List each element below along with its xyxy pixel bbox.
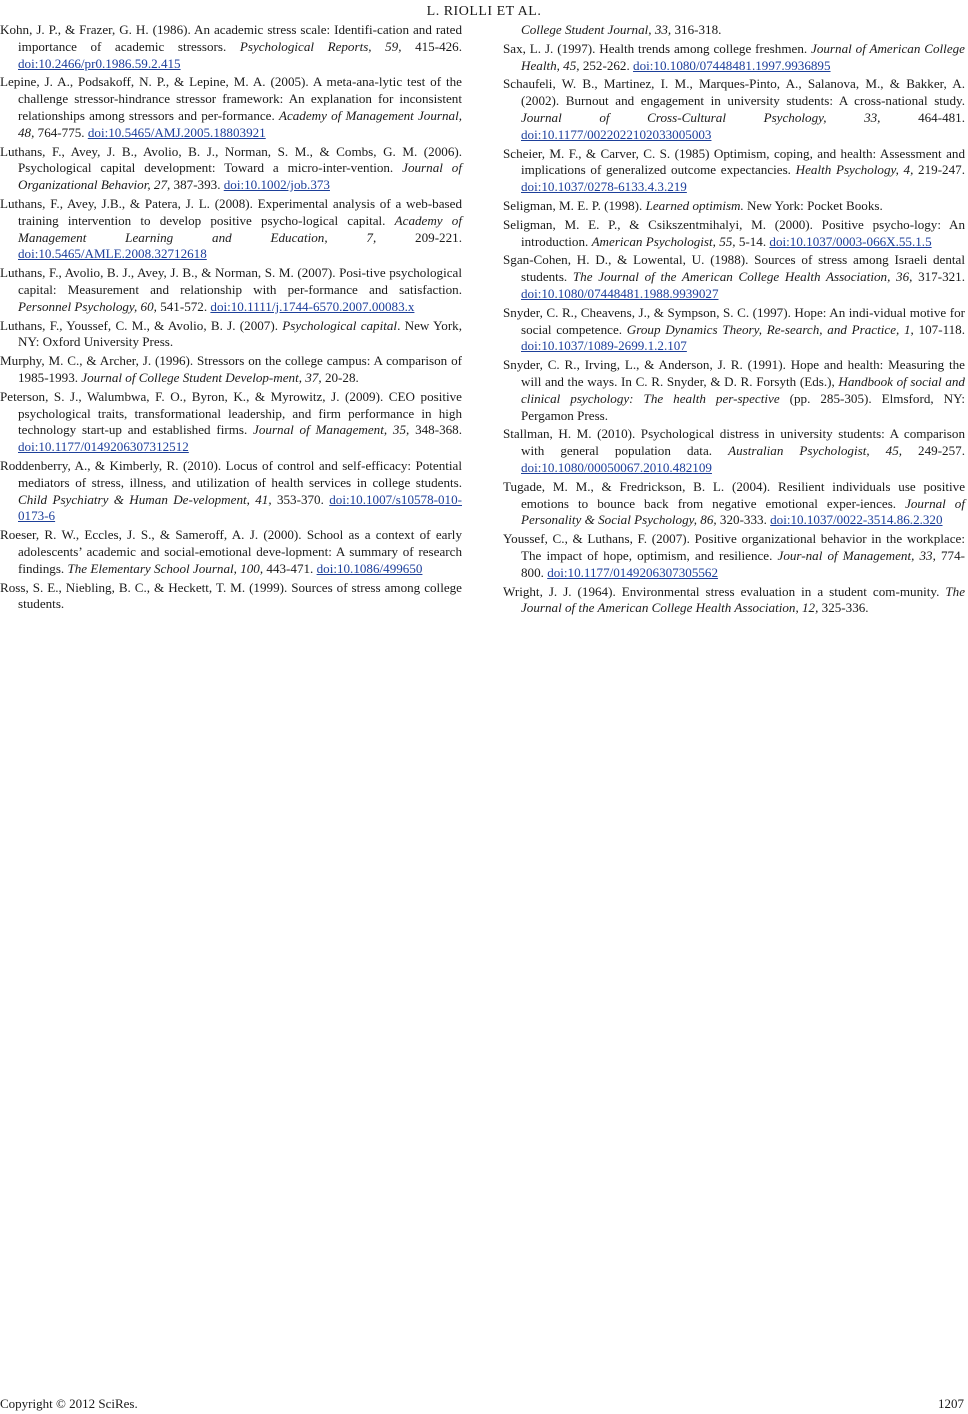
reference-authors-title: Tugade, M. M., & Fredrickson, B. L. (2004). Resilient individuals use positive emotions to bounce back from negative emotional exper-iences. [503,478,965,511]
reference-authors-title: Snyder, C. R., Irving, L., & Anderson, J. R. (1991). Hope and health: Measuring the will and the ways. In C. R. Snyder, & D. R. Forsyth (Eds.), [503,357,965,389]
reference-authors-title: Scheier, M. F., & Carver, C. S. (1985) Optimism, coping, and health: Assessment and implications of generalized outcome expectancies. [503,145,965,178]
reference-pages: 353-370. [271,491,330,507]
page-number: 1207 [938,1396,964,1411]
reference-pages: New York: Pocket Books. [743,197,883,213]
reference-entry [503,357,965,424]
reference-pages: 464-481. [880,109,965,125]
reference-pages: 252-262. [579,57,634,73]
reference-authors-title: Sax, L. J. (1997). Health trends among college freshmen. [503,40,812,56]
reference-entry [0,527,462,577]
reference-journal: Academy of Management Journal, 48, [18,107,463,140]
doi-link[interactable]: doi:10.1177/0022022102033005003 [521,126,712,142]
reference-journal: Learned optimism. [645,197,744,213]
reference-pages: 415-426. [401,38,462,54]
reference-journal: Journal of American College Health, 45, [521,40,965,73]
reference-journal: The Journal of the American College Health Association, 12, [521,583,965,616]
reference-journal: Jour-nal of Management, 33, [777,547,936,563]
doi-link[interactable]: doi:10.1177/0149206307312512 [18,439,189,455]
reference-journal: College Student Journal, 33, [521,22,672,37]
reference-journal: Journal of Management, 35, [253,422,410,438]
doi-link[interactable]: doi:10.1177/0149206307305562 [547,564,719,580]
reference-authors-title: Luthans, F., Youssef, C. M., & Avolio, B. J. (2007). [0,317,283,333]
doi-link[interactable]: doi:10.1111/j.1744-6570.2007.00083.x [210,298,415,314]
reference-entry [503,252,965,302]
reference-authors-title: Roddenberry, A., & Kimberly, R. (2010). Locus of control and self-efficacy: Potential mediators of stress, illness, and utilization of health services in college students. [0,457,462,490]
reference-column-left [0,22,462,615]
reference-authors-title: Sgan-Cohen, H. D., & Lowental, U. (1988). Sources of stress among Israeli dental students. [503,252,965,285]
reference-entry [0,580,462,614]
reference-pages: 219-247. [913,162,965,178]
reference-journal: The Journal of the American College Health Association, 36, [572,269,913,285]
reference-entry [0,265,462,315]
reference-entry [503,41,965,75]
reference-pages: 317-321. [912,269,965,285]
reference-journal: Academy of Management Learning and Education, 7, [18,212,462,245]
reference-journal: Journal of Cross-Cultural Psychology, 33, [521,109,881,125]
doi-link[interactable]: doi:10.1037/0022-3514.86.2.320 [770,512,943,528]
reference-journal: Journal of Personality & Social Psychology, 86, [521,495,965,528]
reference-authors-title: Roeser, R. W., Eccles, J. S., & Sameroff, A. J. (2000). School as a context of early adolescents’ academic and social-emotional deve-lopment: A summary of research findings. [0,527,462,576]
reference-journal: Journal of Organizational Behavior, 27, [18,160,462,193]
reference-entry [0,318,462,352]
reference-entry [503,22,965,39]
reference-journal: Personnel Psychology, 60, [18,298,157,314]
reference-pages: 541-572. [156,298,211,314]
reference-journal: Handbook of social and clinical psychology: The health per-spective [521,373,965,406]
reference-authors-title: Schaufeli, W. B., Martinez, I. M., Marques-Pinto, A., Salanova, M., & Bakker, A. (2002). Burnout and engagement in university students: A cross-national study. [503,76,965,109]
reference-entry [0,458,462,525]
copyright-notice: Copyright © 2012 SciRes. [0,1396,138,1411]
reference-authors-title: Wright, J. J. (1964). Environmental stress evaluation in a student com-munity. [503,583,946,599]
reference-authors-title: Luthans, F., Avolio, B. J., Avey, J. B., & Norman, S. M. (2007). Posi-tive psychological capital: Measurement and relationship with per-formance and satisfaction. [0,265,462,297]
doi-link[interactable]: doi:10.1037/0278-6133.4.3.219 [521,179,687,195]
reference-entry [0,22,462,72]
reference-authors-title: Murphy, M. C., & Archer, J. (1996). Stressors on the college campus: A comparison of 1985-1993. [0,353,462,385]
reference-authors-title: Kohn, J. P., & Frazer, G. H. (1986). An academic stress scale: Identifi-cation and rated importance of academic stressors. [0,22,462,54]
reference-pages: . New York, NY: Oxford University Press. [18,317,463,350]
reference-authors-title: Seligman, M. E. P. (1998). [503,197,646,213]
doi-link[interactable]: doi:10.1080/07448481.1997.9936895 [633,57,831,73]
reference-column-right [503,22,965,619]
reference-pages: (pp. 285-305). Elmsford, NY: Pergamon Press. [521,390,965,423]
reference-authors-title: Luthans, F., Avey, J. B., Avolio, B. J., Norman, S. M., & Combs, G. M. (2006). Psychological capital development: Toward a micro-inter-vention. [0,143,462,176]
doi-link[interactable]: doi:10.5465/AMLE.2008.32712618 [18,246,207,262]
reference-pages: 325-336. [818,600,869,616]
reference-pages: 316-318. [671,22,722,37]
doi-link[interactable]: doi:10.1080/07448481.1988.9939027 [521,285,719,301]
doi-link[interactable]: doi:10.1007/s10578-010-0173-6 [18,491,462,524]
reference-journal: Journal of College Student Develop-ment, 37, [81,369,322,385]
reference-entry [0,353,462,387]
reference-entry [0,196,462,263]
reference-entry [503,217,965,251]
reference-pages: 774-800. [521,547,965,580]
reference-pages: 387-393. [170,177,224,193]
reference-pages: 764-775. [34,124,88,140]
reference-journal: Psychological Reports, 59, [239,38,402,54]
reference-authors-title: Stallman, H. M. (2010). Psychological distress in university students: A comparison with general population data. [503,426,965,459]
reference-journal: Australian Psychologist, 45, [728,443,903,459]
reference-entry [0,389,462,456]
reference-authors-title: Snyder, C. R., Cheavens, J., & Sympson, S. C. (1997). Hope: An indi-vidual motive for social competence. [503,304,965,337]
reference-entry [503,426,965,476]
doi-link[interactable]: doi:10.1002/job.373 [223,177,330,193]
reference-pages: 348-368. [409,422,462,438]
reference-authors-title: Seligman, M. E. P., & Csikszentmihalyi, M. (2000). Positive psycho-logy: An introduction. [503,216,965,249]
reference-authors-title: Luthans, F., Avey, J.B., & Patera, J. L. (2008). Experimental analysis of a web-based training intervention to develop positive psycho-logical capital. [0,195,462,228]
reference-journal: American Psychologist, 55, [591,233,736,249]
doi-link[interactable]: doi:10.1037/0003-066X.55.1.5 [769,233,932,249]
reference-pages: 249-257. [902,443,965,459]
reference-entry [503,146,965,196]
reference-journal: Health Psychology, 4, [795,162,914,178]
reference-pages: 320-333. [716,512,771,528]
reference-pages: 107-118. [913,321,966,337]
reference-authors-title: Ross, S. E., Niebling, B. C., & Heckett, T. M. (1999). Sources of stress among college students. [0,579,462,612]
reference-entry [503,198,965,215]
doi-link[interactable]: doi:10.1086/499650 [316,560,423,576]
reference-pages: 443-471. [263,560,317,576]
reference-pages: 209-221. [376,229,462,245]
reference-entry [503,305,965,355]
reference-authors-title: Lepine, J. A., Podsakoff, N. P., & Lepine, M. A. (2005). A meta-ana-lytic test of the challenge stressor-hindrance stressor framework: An explanation for inconsistent relationships among stressors and per-formance. [0,74,462,123]
reference-pages: 20-28. [321,369,359,385]
reference-entry [503,479,965,529]
doi-link[interactable]: doi:10.2466/pr0.1986.59.2.415 [18,55,181,71]
reference-authors-title: Youssef, C., & Luthans, F. (2007). Positive organizational behavior in the workplace: The impact of hope, optimism, and resilience. [503,531,965,563]
doi-link[interactable]: doi:10.1037/1089-2699.1.2.107 [521,338,687,354]
reference-entry [503,584,965,618]
reference-journal: The Elementary School Journal, 100, [67,560,264,576]
reference-entry [0,74,462,141]
reference-authors-title: Peterson, S. J., Walumbwa, F. O., Byron, K., & Myrowitz, J. (2009). CEO positive psychological traits, transformational leadership, and firm performance in high technology start-up and established firms. [0,388,462,438]
reference-entry [503,76,965,143]
reference-journal: Psychological capital [282,317,398,333]
reference-entry [0,144,462,194]
reference-entry [503,531,965,581]
doi-link[interactable]: doi:10.1080/00050067.2010.482109 [521,459,712,475]
reference-pages: 5-14. [735,233,770,249]
reference-journal: Child Psychiatry & Human De-velopment, 41, [18,491,272,507]
running-head: L. RIOLLI ET AL. [426,4,542,19]
doi-link[interactable]: doi:10.5465/AMJ.2005.18803921 [87,124,266,140]
reference-journal: Group Dynamics Theory, Re-search, and Practice, 1, [626,321,914,337]
